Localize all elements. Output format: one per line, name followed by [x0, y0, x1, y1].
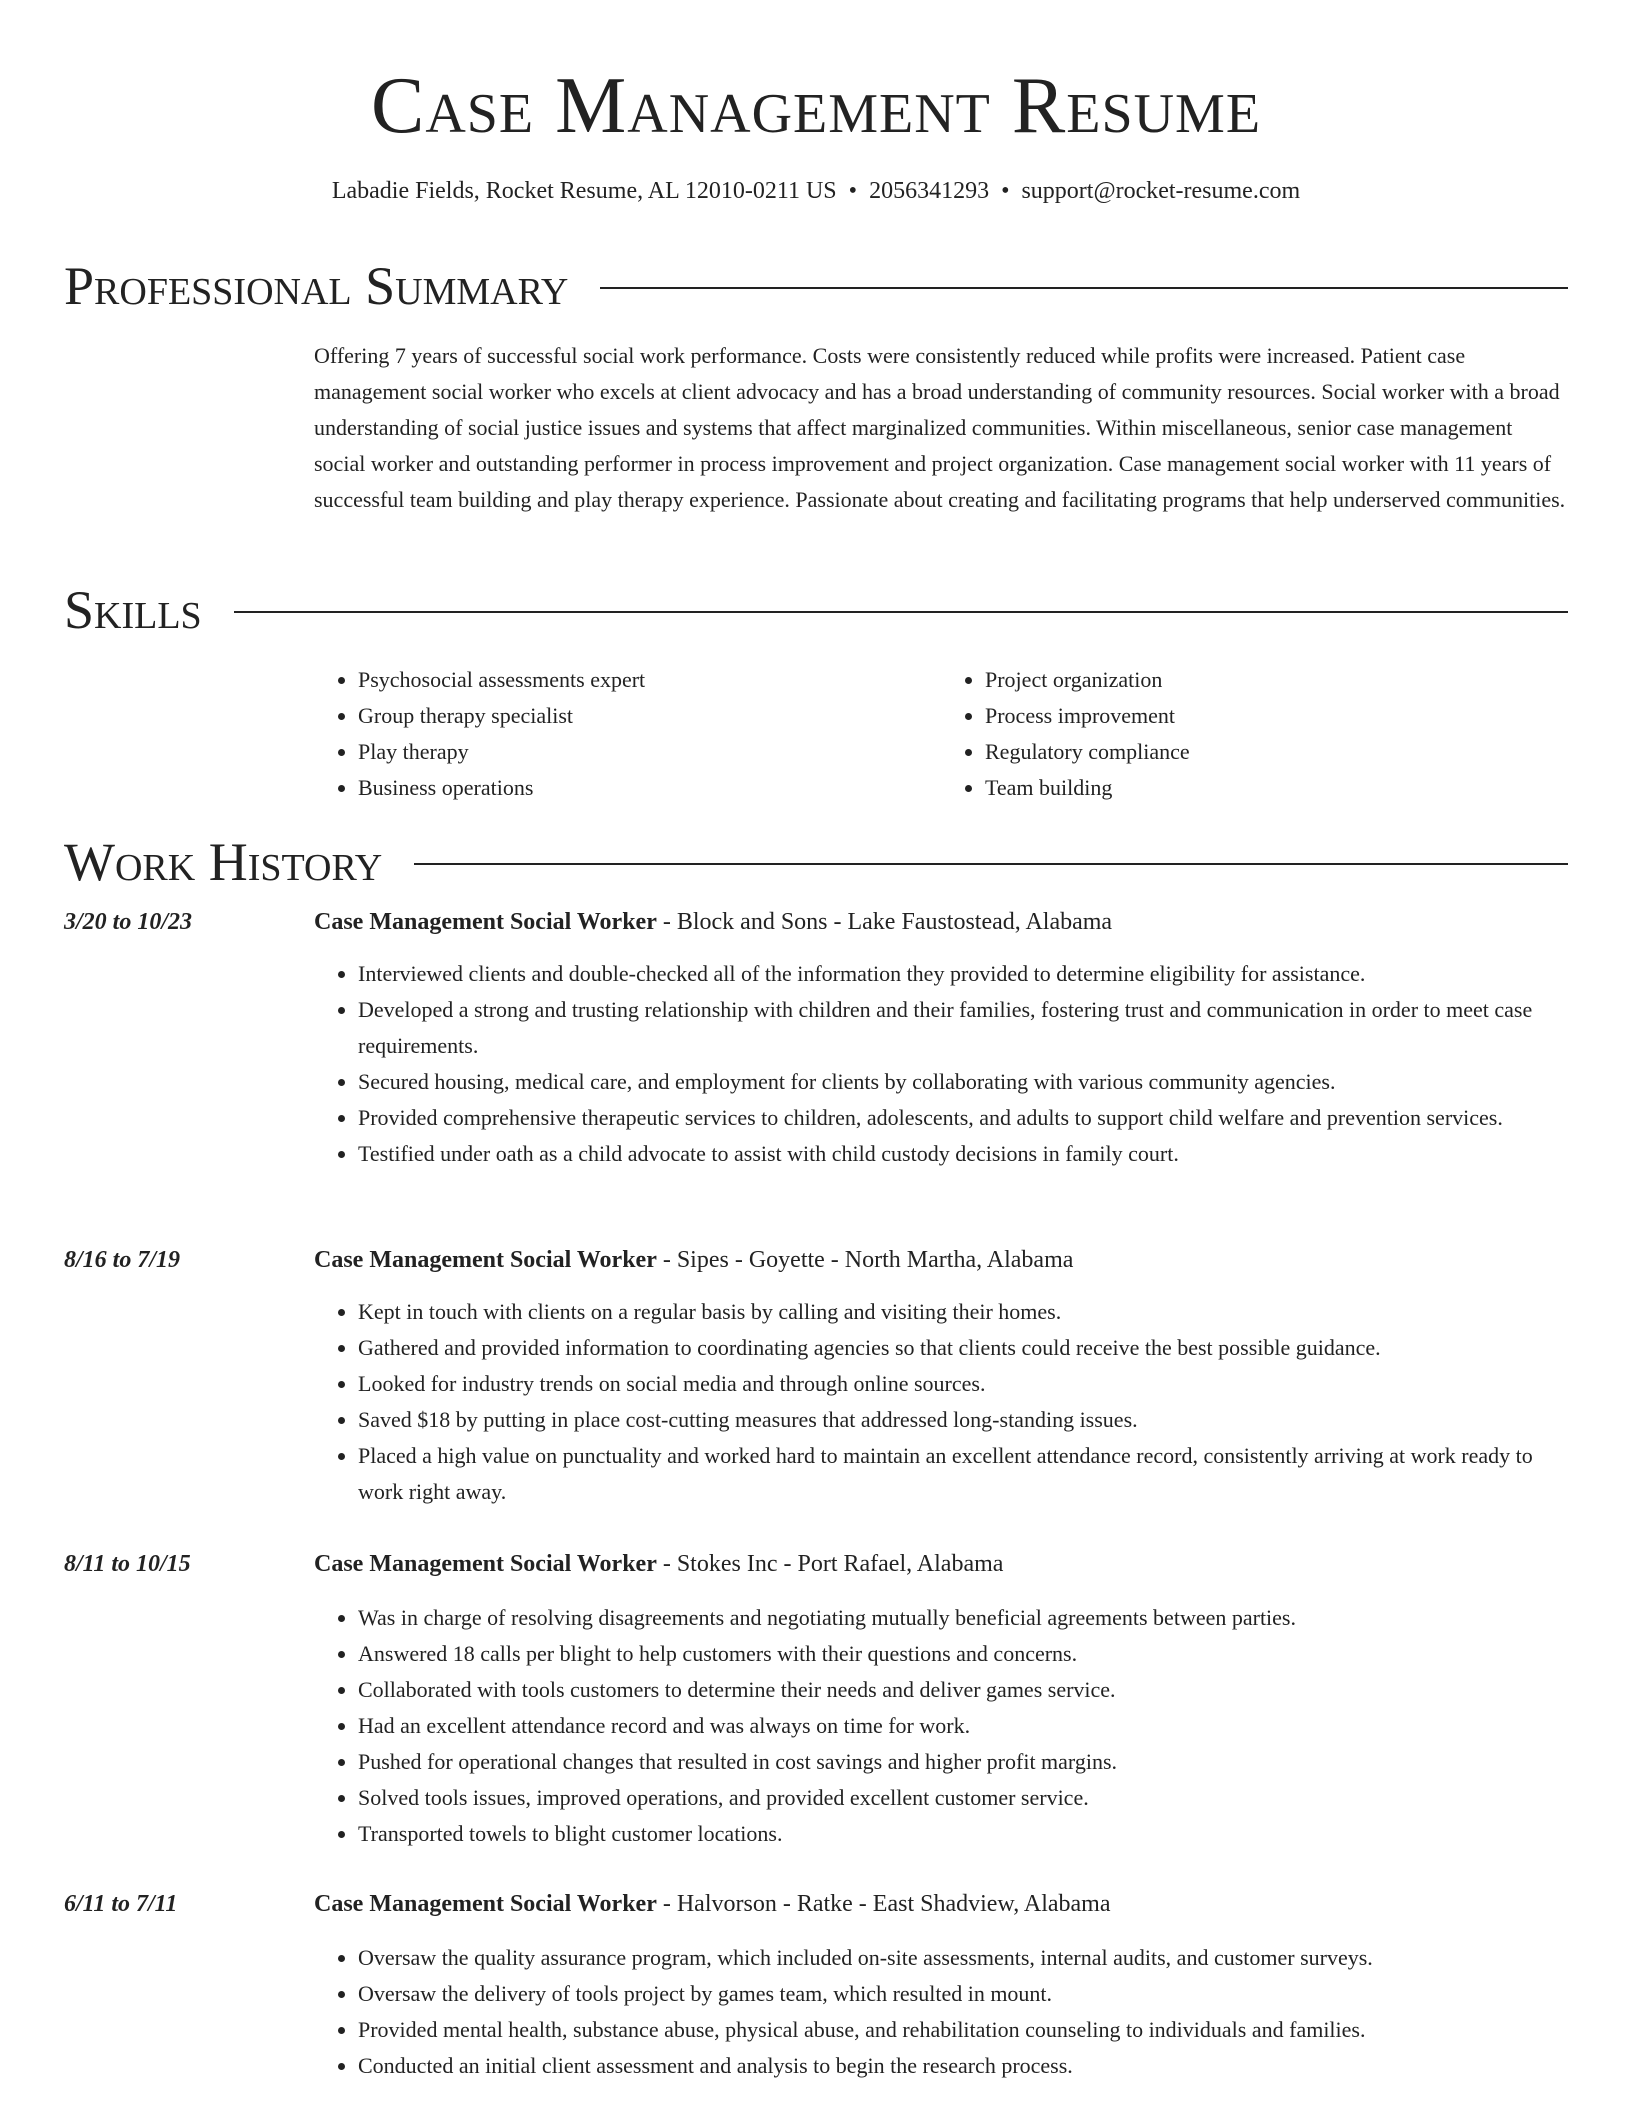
work-heading: Work History	[64, 832, 383, 892]
skill-item: • Play therapy	[358, 734, 941, 770]
job-dates: 3/20 to 10/23	[64, 909, 193, 935]
job-title-line	[314, 1886, 1568, 1922]
job-bullet: • Saved $18 by putting in place cost-cutting measures that addressed long-standing issues.	[358, 1402, 1568, 1438]
skill-item: • Group therapy specialist	[358, 698, 941, 734]
job-bullet: • Conducted an initial client assessment and analysis to begin the research process.	[358, 2048, 1568, 2084]
summary-section-header	[64, 254, 1568, 318]
contact-separator: •	[1001, 178, 1010, 204]
contact-email: support@rocket-resume.com	[1021, 178, 1301, 204]
job-bullet: • Was in charge of resolving disagreements and negotiating mutually beneficial agreements between parties.	[358, 1600, 1568, 1636]
contact-line	[0, 176, 1632, 206]
job-bullet: • Testified under oath as a child advocate to assist with child custody decisions in family court.	[358, 1136, 1568, 1172]
job-bullet: • Oversaw the quality assurance program, which included on-site assessments, internal audits, and customer surveys.	[358, 1940, 1568, 1976]
skill-item: • Regulatory compliance	[985, 734, 1568, 770]
job-bullet: • Kept in touch with clients on a regular basis by calling and visiting their homes.	[358, 1294, 1568, 1330]
contact-address: Labadie Fields, Rocket Resume, AL 12010-0211 US	[331, 178, 837, 204]
job-title-line	[314, 1546, 1568, 1582]
job-bullet: • Oversaw the delivery of tools project by games team, which resulted in mount.	[358, 1976, 1568, 2012]
job-bullets	[314, 956, 1568, 1172]
skills-list	[314, 662, 1568, 806]
contact-separator: •	[848, 178, 858, 204]
job-bullets	[314, 1600, 1568, 1852]
skill-item: • Psychosocial assessments expert	[358, 662, 941, 698]
section-divider	[600, 287, 1568, 289]
job-bullet: • Looked for industry trends on social media and through online sources.	[358, 1366, 1568, 1402]
job-bullet: • Secured housing, medical care, and employment for clients by collaborating with various community agencies.	[358, 1064, 1568, 1100]
job-bullet: • Transported towels to blight customer locations.	[358, 1816, 1568, 1852]
skill-item: • Team building	[985, 770, 1568, 806]
section-divider	[234, 611, 1568, 613]
job-employer: - Sipes - Goyette - North Martha, Alabama	[656, 1247, 1074, 1273]
job-title-line	[314, 1242, 1568, 1278]
job-title-line	[314, 904, 1568, 940]
contact-phone: 2056341293	[869, 178, 990, 204]
summary-heading: Professional Summary	[64, 256, 569, 316]
skills-column-right	[941, 662, 1568, 806]
job-dates: 6/11 to 7/11	[64, 1891, 178, 1917]
work-section-header	[64, 830, 1568, 894]
job-title: Case Management Social Worker	[314, 1247, 657, 1273]
skill-item: • Project organization	[985, 662, 1568, 698]
job-employer: - Block and Sons - Lake Faustostead, Alabama	[656, 909, 1113, 935]
job-dates: 8/11 to 10/15	[64, 1551, 191, 1577]
job-bullets	[314, 1940, 1568, 2084]
job-bullet: • Provided comprehensive therapeutic services to children, adolescents, and adults to support child welfare and prevention services.	[358, 1100, 1568, 1136]
job-bullets	[314, 1294, 1568, 1510]
job-bullet: • Placed a high value on punctuality and worked hard to maintain an excellent attendance record, consistently arriving at work ready to work right away.	[358, 1438, 1568, 1510]
job-bullet: • Gathered and provided information to coordinating agencies so that clients could receive the best possible guidance.	[358, 1330, 1568, 1366]
skills-column-left	[314, 662, 941, 806]
job-dates: 8/16 to 7/19	[64, 1247, 181, 1273]
job-bullet: • Collaborated with tools customers to determine their needs and deliver games service.	[358, 1672, 1568, 1708]
job-bullet: • Solved tools issues, improved operations, and provided excellent customer service.	[358, 1780, 1568, 1816]
job-bullet: • Interviewed clients and double-checked all of the information they provided to determine eligibility for assistance.	[358, 956, 1568, 992]
summary-text: Offering 7 years of successful social work performance. Costs were consistently reduced while profits were increased. Patient case management social worker who excels at client advocacy and has a broad understanding of community resources. Social worker with a broad understanding of social justice issues and systems that affect marginalized communities. Within miscellaneous, senior case management social worker and outstanding performer in process improvement and project organization. Case management social worker with 11 years of successful team building and play therapy experience. Passionate about creating and facilitating programs that help underserved communities.	[314, 343, 1566, 512]
skills-section-header	[64, 578, 1568, 642]
job-employer: - Stokes Inc - Port Rafael, Alabama	[656, 1551, 1004, 1577]
job-title: Case Management Social Worker	[314, 1551, 657, 1577]
job-title: Case Management Social Worker	[314, 909, 657, 935]
job-bullet: • Answered 18 calls per blight to help customers with their questions and concerns.	[358, 1636, 1568, 1672]
job-bullet: • Provided mental health, substance abuse, physical abuse, and rehabilitation counseling to individuals and families.	[358, 2012, 1568, 2048]
job-bullet: • Developed a strong and trusting relationship with children and their families, fostering trust and communication in order to meet case requirements.	[358, 992, 1568, 1064]
skills-heading: Skills	[64, 580, 202, 640]
job-employer: - Halvorson - Ratke - East Shadview, Alabama	[656, 1891, 1111, 1917]
job-bullet: • Pushed for operational changes that resulted in cost savings and higher profit margins.	[358, 1744, 1568, 1780]
section-divider	[414, 863, 1568, 865]
job-title: Case Management Social Worker	[314, 1891, 657, 1917]
skill-item: • Process improvement	[985, 698, 1568, 734]
job-bullet: • Had an excellent attendance record and was always on time for work.	[358, 1708, 1568, 1744]
skill-item: • Business operations	[358, 770, 941, 806]
resume-title: Case Management Resume	[370, 62, 1262, 150]
